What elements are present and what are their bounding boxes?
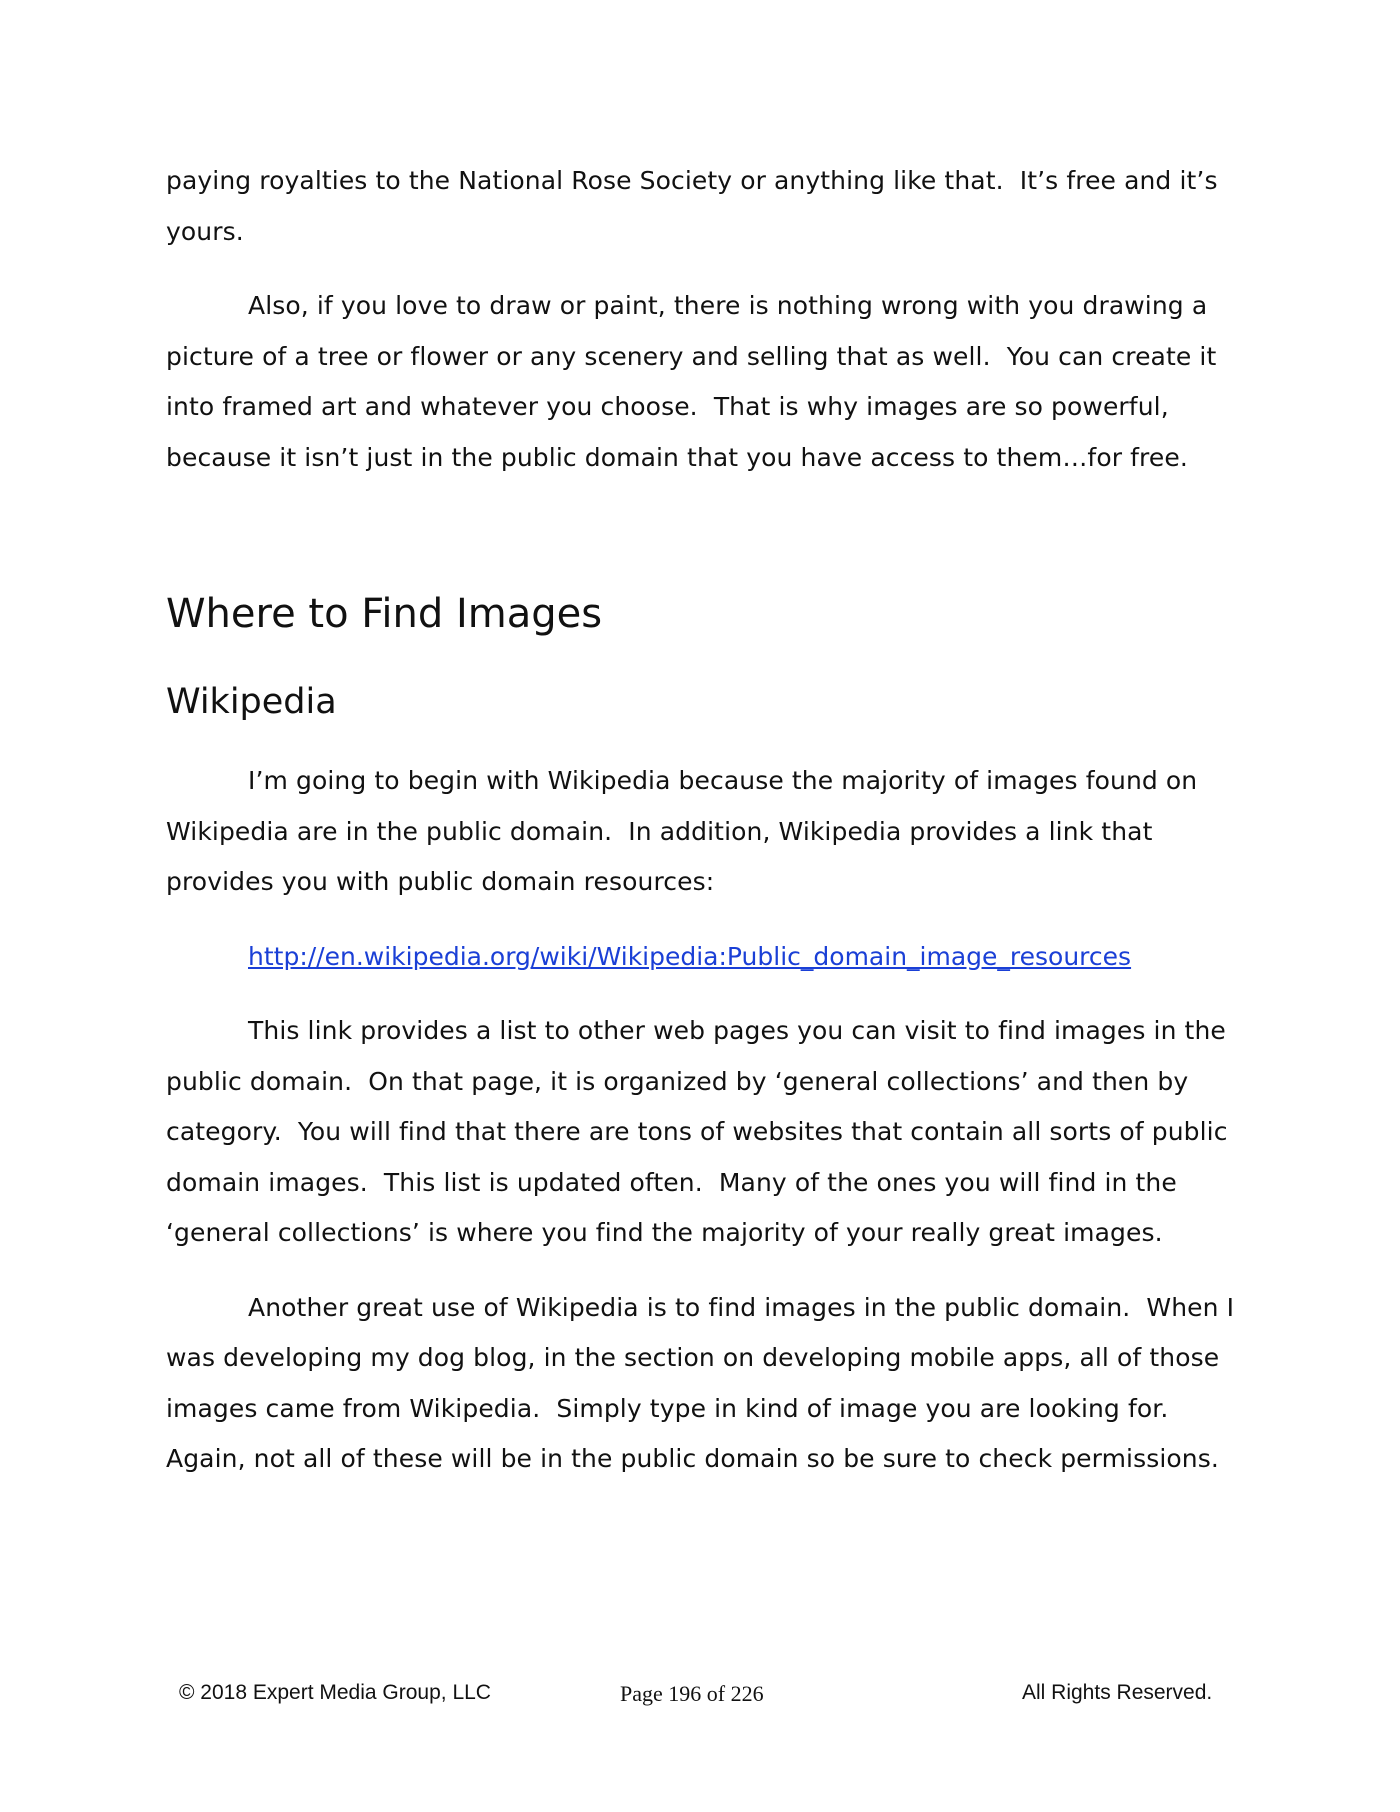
section-heading: Where to Find Images: [166, 591, 603, 637]
paragraph-royalties: paying royalties to the National Rose Society or anything like that. It’s free and it’s yours.: [166, 166, 1226, 246]
footer-copyright: © 2018 Expert Media Group, LLC: [179, 1681, 491, 1704]
paragraph-drawing: Also, if you love to draw or paint, there is nothing wrong with you drawing a picture of a tree or flower or any scenery and selling that as well. You can create it into framed art and whatever you choose. That is why images are so powerful, because it isn’t just in the public domain that you have access to them…for free.: [166, 291, 1225, 472]
paragraph-link-description: This link provides a list to other web pages you can visit to find images in the public domain. On that page, it is organized by ‘general collections’ and then by category. You will find that there are tons of websites that contain all sorts of public domain images. This list is updated often. Many of the ones you will find in the ‘general collections’ is where you find the majority of your really great images.: [166, 1016, 1236, 1247]
paragraph-dog-blog: Another great use of Wikipedia is to find images in the public domain. When I was developing my dog blog, in the section on developing mobile apps, all of those images came from Wikipedia. Simply type in kind of image you are looking for. Again, not all of these will be in the public domain so be sure to check permissions.: [166, 1292, 1243, 1473]
footer-page-number: Page 196 of 226: [620, 1681, 764, 1706]
page-content: [166, 156, 1246, 1485]
subsection-heading: Wikipedia: [166, 682, 337, 722]
footer-rights: All Rights Reserved.: [1022, 1681, 1213, 1704]
paragraph-wikipedia-intro: I’m going to begin with Wikipedia because the majority of images found on Wikipedia are in the public domain. In addition, Wikipedia provides a link that provides you with public domain resources:: [166, 766, 1206, 896]
wikipedia-resources-link[interactable]: http://en.wikipedia.org/wiki/Wikipedia:Public_domain_image_resources: [248, 941, 1132, 971]
page-footer: [0, 1681, 1400, 1721]
resource-link-line: [166, 932, 1246, 983]
